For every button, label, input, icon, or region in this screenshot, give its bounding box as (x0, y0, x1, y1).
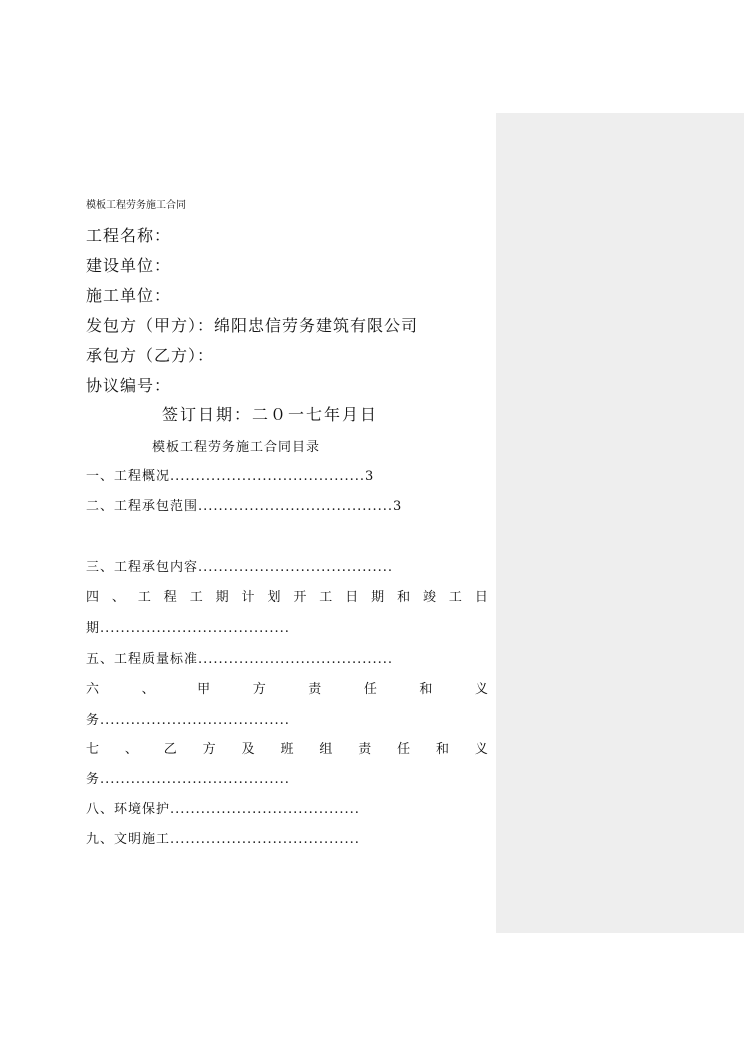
toc-item: 一、工程概况......................................3 (86, 469, 375, 484)
toc-char: 划 (267, 590, 281, 605)
party-b-line: 承包方（乙方）： (86, 346, 215, 365)
toc-char: 任 (363, 682, 377, 697)
toc-char: 四 (86, 590, 100, 605)
toc-char: 和 (436, 742, 450, 757)
toc-item-continuation: 务..................................... (86, 713, 290, 728)
toc-char: 义 (474, 682, 488, 697)
toc-char: 班 (280, 742, 294, 757)
toc-item: 三、工程承包内容...................................... (86, 560, 394, 575)
toc-char: 工 (448, 590, 462, 605)
toc-char: 期 (371, 590, 385, 605)
toc-char: 甲 (197, 682, 211, 697)
toc-char: 竣 (422, 590, 436, 605)
toc-char: 工 (137, 590, 151, 605)
toc-item: 五、工程质量标准...................................... (86, 652, 394, 667)
toc-char: 七 (86, 742, 100, 757)
toc-item: 二、工程承包范围......................................3 (86, 499, 403, 514)
sign-date-line: 签订日期：二０一七年月日 (162, 405, 379, 424)
toc-char: 责 (358, 742, 372, 757)
toc-item-spread (86, 738, 488, 757)
comment-sidebar (496, 113, 744, 933)
toc-item-continuation: 务..................................... (86, 772, 290, 787)
toc-char: 及 (241, 742, 255, 757)
toc-item-continuation: 期..................................... (86, 621, 290, 636)
toc-char: 义 (474, 742, 488, 757)
toc-char: 工 (189, 590, 203, 605)
toc-char: 组 (319, 742, 333, 757)
toc-char: 和 (419, 682, 433, 697)
toc-char: 和 (397, 590, 411, 605)
toc-char: 方 (202, 742, 216, 757)
toc-char: 乙 (163, 742, 177, 757)
toc-char: 计 (241, 590, 255, 605)
toc-char: 、 (124, 742, 138, 757)
document-header: 模板工程劳务施工合同 (86, 200, 186, 211)
toc-char: 日 (474, 590, 488, 605)
contractor-unit-line: 施工单位： (86, 286, 172, 305)
toc-char: 程 (163, 590, 177, 605)
toc-char: 日 (345, 590, 359, 605)
party-a-line: 发包方（甲方）：绵阳忠信劳务建筑有限公司 (86, 316, 419, 335)
toc-char: 、 (111, 590, 125, 605)
toc-title: 模板工程劳务施工合同目录 (152, 440, 321, 455)
toc-item: 八、环境保护..................................... (86, 802, 360, 817)
construction-unit-line: 建设单位： (86, 256, 172, 275)
toc-char: 任 (397, 742, 411, 757)
project-name-line: 工程名称： (86, 226, 172, 245)
toc-char: 责 (308, 682, 322, 697)
toc-char: 、 (141, 682, 155, 697)
toc-char: 方 (252, 682, 266, 697)
toc-item-spread (86, 586, 488, 605)
toc-char: 开 (293, 590, 307, 605)
toc-char: 工 (319, 590, 333, 605)
agreement-number-line: 协议编号： (86, 376, 172, 395)
toc-char: 六 (86, 682, 100, 697)
toc-item: 九、文明施工..................................... (86, 832, 360, 847)
toc-item-spread (86, 678, 488, 697)
toc-char: 期 (215, 590, 229, 605)
